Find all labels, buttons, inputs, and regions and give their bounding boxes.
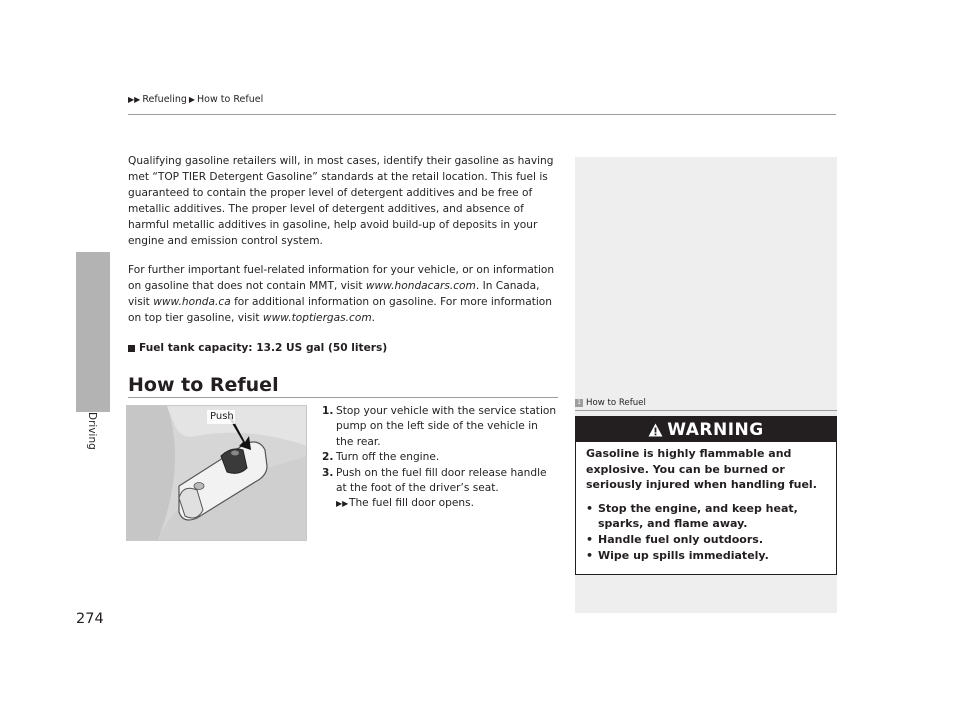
warning-body [576,442,836,563]
step-2: 2. Turn off the engine. [322,451,440,464]
link-toptiergas[interactable]: www.toptiergas.com [262,312,372,324]
fuel-capacity-heading: Fuel tank capacity: 13.2 US gal (50 liters) [128,342,387,354]
warning-bullet: • Wipe up spills immediately. [586,548,769,562]
step-3: 3. Push on the fuel fill door release handle at the foot of the driver’s seat. [322,466,547,495]
breadcrumb-item-refueling[interactable]: Refueling [142,94,187,105]
warning-header: WARNING [576,417,836,442]
step-1: 1. Stop your vehicle with the service station pump on the left side of the vehicle in the rear. [322,405,557,448]
push-label: Push [210,411,234,422]
side-tab-block [76,252,110,412]
link-hondacars[interactable]: www.hondacars.com [365,280,476,292]
paragraph-top-tier: Qualifying gasoline retailers will, in most cases, identify their gasoline as having met “TOP TIER Detergent Gasoline” standards at the retail location. This fuel is guaranteed to contain the proper level of detergent additives and be free of metallic additives. The proper level of detergent additives, and absence of harmful metallic additives in gasoline, help avoid build-up of deposits in your engine and emission control system. [128,155,554,247]
warning-intro: Gasoline is highly flammable and explosive. You can be burned or seriously injured when handling fuel. [586,447,817,492]
note-reference: 1 How to Refuel [575,398,646,408]
double-right-arrow-icon: ▶ [188,95,196,104]
note-divider [575,410,837,411]
side-tab-label: Driving [86,412,98,450]
fuel-door-release-illustration [126,405,307,541]
warning-triangle-icon [648,423,663,437]
paragraph-fuel-info: For further important fuel-related information for your vehicle, or on information on gasoline that does not contain MMT, visit www.hondacars.com. In Canada, visit www.honda.ca for additional information on gasoline. For more information on top tier gasoline, visit www.toptiergas.com. [128,264,555,324]
double-right-arrow-icon: ▶▶ [128,95,141,104]
step-3-result: ▶▶ The fuel fill door opens. [322,496,558,511]
section-title: How to Refuel [128,374,279,396]
link-honda-ca[interactable]: www.honda.ca [153,296,231,308]
header-divider [128,114,836,115]
note-marker-icon: 1 [575,399,583,407]
breadcrumb-item-how-to-refuel[interactable]: How to Refuel [197,94,264,105]
square-bullet-icon [128,345,135,352]
breadcrumb [128,94,263,105]
page-number: 274 [76,611,104,627]
warning-bullet: • Stop the engine, and keep heat, sparks, and flame away. [586,501,798,531]
warning-bullet: • Handle fuel only outdoors. [586,532,764,546]
section-divider [128,397,558,398]
warning-box [575,416,837,575]
fuel-door-release-drawing [127,406,307,541]
double-right-arrow-icon: ▶▶ [336,499,349,509]
refuel-steps [322,404,558,512]
